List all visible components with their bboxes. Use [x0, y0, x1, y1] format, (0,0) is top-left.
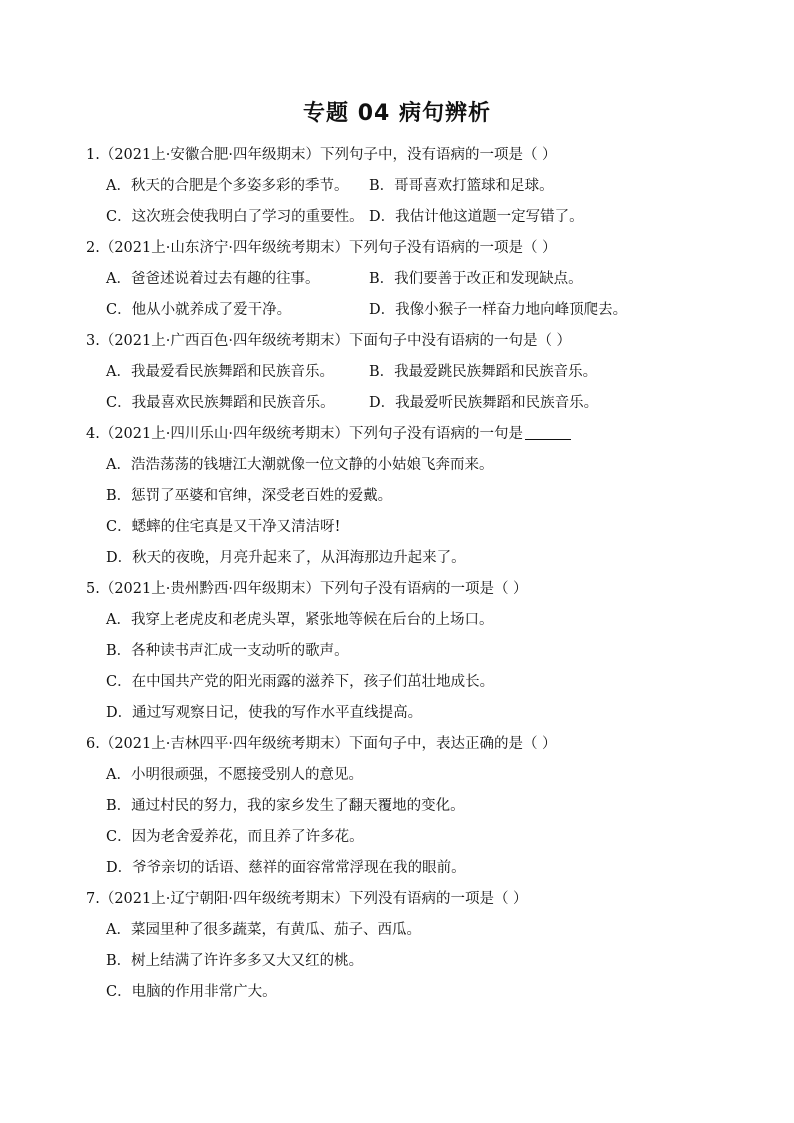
answer-option: B．我们要善于改正和发现缺点。 [369, 271, 583, 287]
answer-option: D．通过写观察日记，使我的写作水平直线提高。 [106, 705, 423, 721]
option-row [86, 791, 726, 822]
answer-option: C．在中国共产党的阳光雨露的滋养下，孩子们茁壮地成长。 [106, 674, 495, 690]
answer-option: B．我最爱跳民族舞蹈和民族音乐。 [369, 364, 598, 380]
option-row [86, 946, 726, 977]
option-row [86, 822, 726, 853]
question-7 [86, 884, 726, 1008]
option-row [86, 295, 726, 326]
question-stem [86, 729, 726, 760]
answer-option: A．浩浩荡荡的钱塘江大潮就像一位文静的小姑娘飞奔而来。 [106, 457, 494, 473]
question-3 [86, 326, 726, 419]
option-row [86, 977, 726, 1008]
answer-blank [525, 421, 571, 440]
question-4 [86, 419, 726, 574]
question-stem-text: 3.（2021上·广西百色·四年级统考期末）下面句子中没有语病的一句是（ ） [86, 333, 572, 349]
answer-option: A．我穿上老虎皮和老虎头罩，紧张地等候在后台的上场口。 [106, 612, 494, 628]
option-row [86, 388, 726, 419]
answer-option: B．树上结满了许许多多又大又红的桃。 [106, 953, 364, 969]
option-row [86, 605, 726, 636]
question-stem-text: 5.（2021上·贵州黔西·四年级期末）下列句子没有语病的一项是（ ） [86, 581, 528, 597]
answer-option: A．菜园里种了很多蔬菜，有黄瓜、茄子、西瓜。 [106, 922, 421, 938]
question-5 [86, 574, 726, 729]
option-row [86, 264, 726, 295]
question-1 [86, 140, 726, 233]
answer-option: C．他从小就养成了爱干净。 [106, 302, 292, 318]
page-title: 专题 04 病句辨析 [303, 101, 491, 126]
option-row [86, 357, 726, 388]
question-stem [86, 326, 726, 357]
answer-option: C．因为老舍爱养花，而且养了许多花。 [106, 829, 364, 845]
question-stem-text: 4.（2021上·四川乐山·四年级统考期末）下列句子没有语病的一句是 [86, 426, 523, 442]
question-stem [86, 884, 726, 915]
option-row [86, 481, 726, 512]
question-stem [86, 574, 726, 605]
answer-option: D．爷爷亲切的话语、慈祥的面容常常浮现在我的眼前。 [106, 860, 466, 876]
option-row [86, 698, 726, 729]
option-row [86, 636, 726, 667]
answer-option: D．我估计他这道题一定写错了。 [369, 209, 584, 225]
question-2 [86, 233, 726, 326]
question-stem [86, 233, 726, 264]
answer-option: C．蟋蟀的住宅真是又干净又清洁呀! [106, 519, 341, 535]
answer-option: B．各种读书声汇成一支动听的歌声。 [106, 643, 349, 659]
answer-option: C．我最喜欢民族舞蹈和民族音乐。 [106, 395, 335, 411]
option-row [86, 853, 726, 884]
question-6 [86, 729, 726, 884]
option-row [86, 171, 726, 202]
answer-option: C．这次班会使我明白了学习的重要性。 [106, 209, 364, 225]
question-stem-text: 7.（2021上·辽宁朝阳·四年级统考期末）下列没有语病的一项是（ ） [86, 891, 528, 907]
option-row [86, 202, 726, 233]
answer-option: C．电脑的作用非常广大。 [106, 984, 277, 1000]
option-row [86, 450, 726, 481]
answer-option: D．秋天的夜晚，月亮升起来了，从洱海那边升起来了。 [106, 550, 466, 566]
answer-option: D．我像小猴子一样奋力地向峰顶爬去。 [369, 302, 628, 318]
option-row [86, 543, 726, 574]
answer-option: B．哥哥喜欢打篮球和足球。 [369, 178, 554, 194]
question-stem-text: 2.（2021上·山东济宁·四年级统考期末）下列句子没有语病的一项是（ ） [86, 240, 557, 256]
answer-option: B．通过村民的努力，我的家乡发生了翻天覆地的变化。 [106, 798, 465, 814]
question-stem-text: 6.（2021上·吉林四平·四年级统考期末）下面句子中，表达正确的是（ ） [86, 736, 557, 752]
answer-option: A．小明很顽强，不愿接受别人的意见。 [106, 767, 363, 783]
answer-option: D．我最爱听民族舞蹈和民族音乐。 [369, 395, 599, 411]
answer-option: A．我最爱看民族舞蹈和民族音乐。 [106, 364, 334, 380]
option-row [86, 512, 726, 543]
option-row [86, 667, 726, 698]
question-stem-text: 1.（2021上·安徽合肥·四年级期末）下列句子中，没有语病的一项是（ ） [86, 147, 557, 163]
answer-option: A．爸爸述说着过去有趣的往事。 [106, 271, 320, 287]
question-stem [86, 419, 726, 450]
option-row [86, 915, 726, 946]
answer-option: A．秋天的合肥是个多姿多彩的季节。 [106, 178, 349, 194]
question-list [86, 140, 726, 1008]
answer-option: B．惩罚了巫婆和官绅，深受老百姓的爱戴。 [106, 488, 393, 504]
option-row [86, 760, 726, 791]
question-stem [86, 140, 726, 171]
